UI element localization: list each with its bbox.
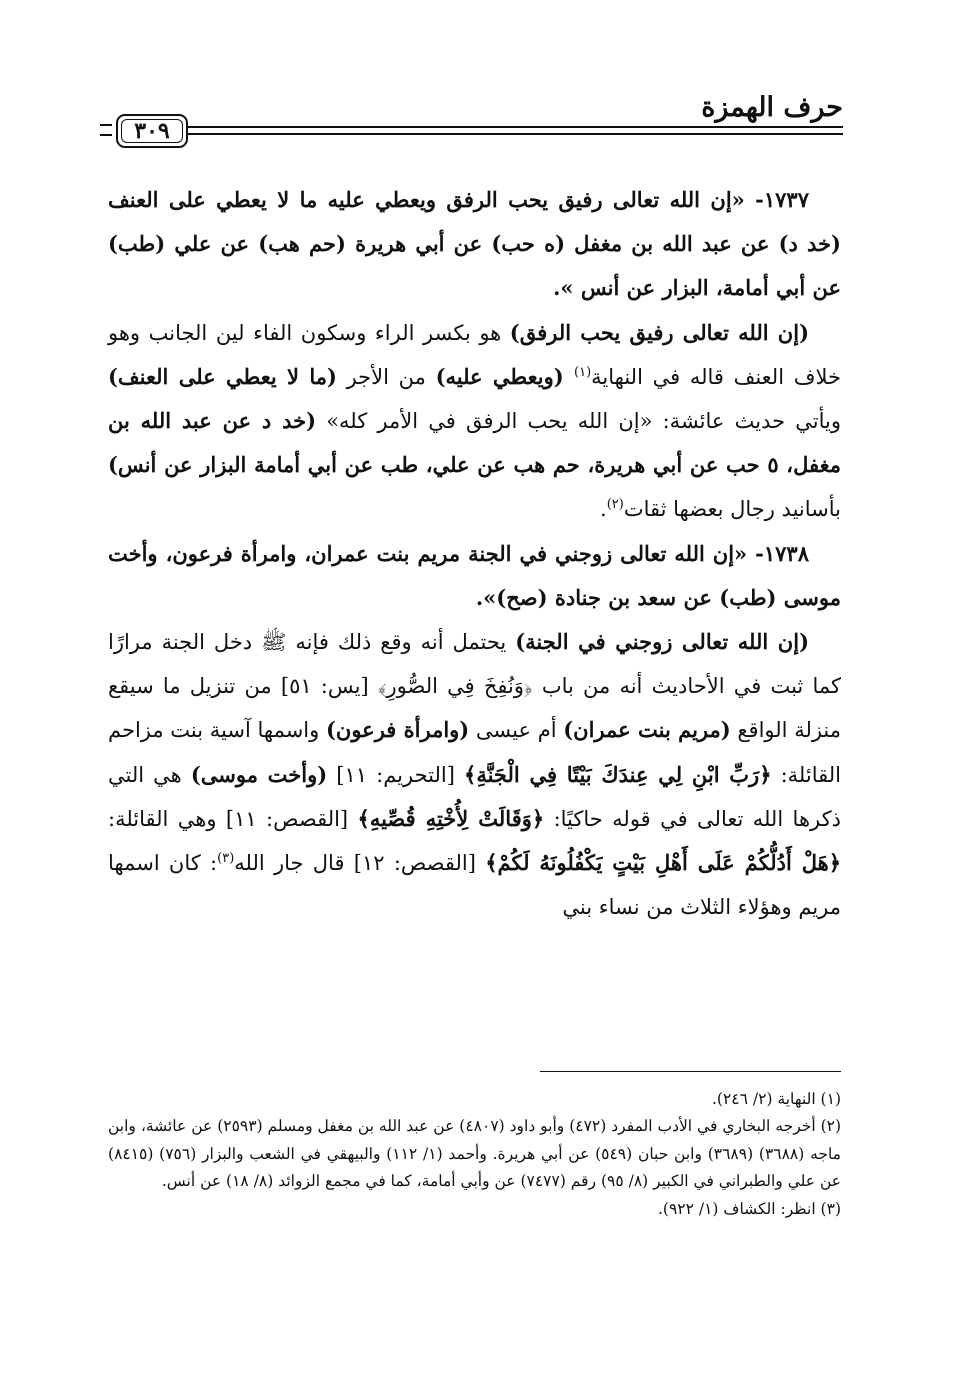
footnote-ref: (١) (574, 364, 592, 380)
text-run: واسمها آسية بنت مزاحم القائلة: (108, 718, 841, 787)
text-run: يحتمل أنه وقع ذلك فإنه ﷺ دخل الجنة مرارًا كما ثبت في الأحاديث أنه من باب ﴿وَنُفِخَ فِي الصُّورِ﴾ [يس: ٥١] من تنزيل ما سيقع منزلة الواقع (108, 630, 842, 743)
footnotes (108, 1086, 841, 1223)
text-run: ويأتي حديث عائشة: «إن الله يحب الرفق في الأمر كله» (316, 409, 842, 434)
bold-phrase: (إن الله تعالى زوجني في الجنة) (515, 629, 810, 655)
text-run: [التحريم: ١١] (327, 762, 465, 787)
bold-phrase: (مريم بنت عمران) (563, 717, 731, 743)
bold-phrase: (ويعطي عليه) (435, 363, 575, 389)
commentary-1737 (108, 311, 841, 532)
header-rule (188, 126, 843, 135)
text-run: من الأجر (336, 364, 436, 389)
text-run: بأسانيد رجال بعضها ثقات (623, 497, 841, 522)
bold-phrase: ﴿وَقَالَتْ لِأُخْتِهِ قُصِّيهِ﴾ (357, 805, 545, 831)
hadith-1737: ١٧٣٧- «إن الله تعالى رفيق يحب الرفق ويعطي عليه ما لا يعطي على العنف (خد د) عن عبد الله بن مغفل (ه حب) عن أبي هريرة (حم هب) عن علي (طب) عن أبي أمامة، البزار عن أنس ». (108, 187, 841, 301)
footnote-3: (٣) انظر: الكشاف (١/ ٩٢٢). (657, 1199, 841, 1218)
bold-phrase: ﴿رَبِّ ابْنِ لِي عِندَكَ بَيْتًا فِي الْجَنَّةِ﴾ (464, 761, 772, 787)
text-run: [القصص: ١١] وهي القائلة: (108, 806, 358, 831)
text-run: أم عيسى (469, 718, 564, 743)
commentary-1738 (108, 620, 841, 929)
text-run: : كان اسمها مريم وهؤلاء الثلاث من نساء بني (108, 851, 841, 920)
text-run: هي التي ذكرها الله تعالى في قوله حاكيًا: (108, 762, 841, 831)
text-run: [القصص: ١٢] قال جار الله (234, 851, 486, 876)
bold-phrase: ﴿هَلْ أَدُلُّكُمْ عَلَى أَهْلِ بَيْتٍ يَكْفُلُونَهُ لَكُمْ﴾ (485, 850, 841, 876)
bold-phrase: (وأخت موسى) (190, 761, 328, 787)
footnote-1: (١) النهاية (٢/ ٢٤٦). (712, 1090, 841, 1108)
footnote-2: (٢) أخرجه البخاري في الأدب المفرد (٤٧٢) وأبو داود (٤٨٠٧) عن عبد الله بن مغفل ومسلم (٢٥٩٣) عن عائشة، وابن ماجه (٣٦٨٨) (٣٦٨٩) وابن حبان (٥٤٩) عن أبي هريرة. وأحمد (١/ ١١٢) والبيهقي في الشعب والبزار (٧٥٦) (٨٤١٥) عن علي والطبراني في الكبير (٨/ ٩٥) رقم (٧٤٧٧) عن وأبي أمامة، كما في مجمع الزوائد (٨/ ١٨) عن أنس. (108, 1117, 842, 1191)
bold-phrase: (إن الله تعالى رفيق يحب الرفق) (509, 319, 809, 345)
page-number (116, 114, 188, 148)
main-text (108, 178, 841, 929)
bold-phrase: (وامرأة فرعون) (325, 717, 470, 743)
footnote-ref: (٣) (217, 851, 235, 867)
footnote-separator (540, 1071, 841, 1072)
running-title: حرف الهمزة (701, 92, 843, 123)
text-run: هو بكسر الراء وسكون الفاء لين الجانب وهو خلاف العنف قاله في النهاية (108, 320, 841, 389)
header-ornament (100, 124, 112, 136)
footnote-ref: (٢) (606, 497, 624, 513)
hadith-1738: ١٧٣٨- «إن الله تعالى زوجني في الجنة مريم بنت عمران، وامرأة فرعون، وأخت موسى (طب) عن سعد بن جنادة (صح)». (108, 540, 841, 610)
bold-phrase: (ما لا يعطي على العنف) (108, 363, 337, 389)
text-run: . (600, 497, 607, 522)
bold-phrase: (خد د عن عبد الله بن مغفل، ٥ حب عن أبي هريرة، حم هب عن علي، طب عن أبي أمامة البزار عن أنس) (108, 408, 841, 478)
page-number-text: ٣٠٩ (134, 118, 170, 144)
